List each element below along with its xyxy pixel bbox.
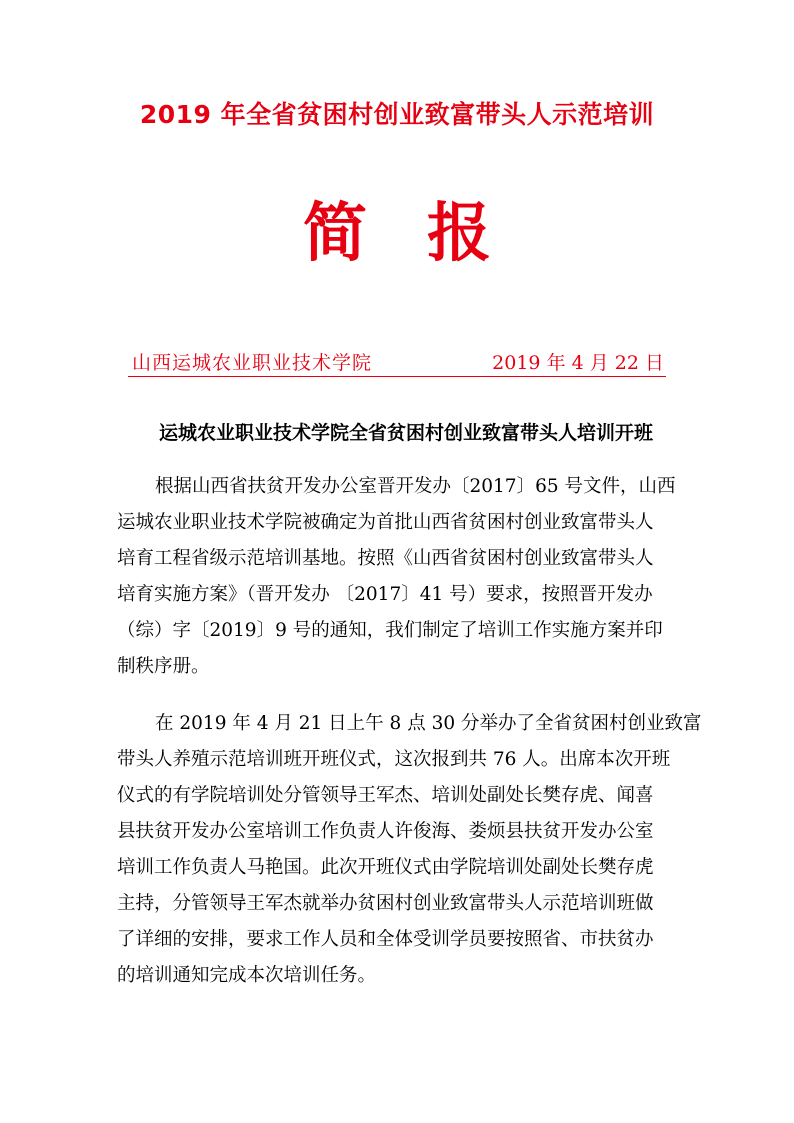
paragraph-line: 在 2019 年 4 月 21 日上午 8 点 30 分举办了全省贫困村创业致富: [155, 713, 702, 734]
paragraph-line: 了详细的安排，要求工作人员和全体受训学员要按照省、市扶贫办: [117, 929, 654, 950]
paragraph-1: [117, 469, 676, 685]
header-line: 2019 年全省贫困村创业致富带头人示范培训: [139, 100, 655, 129]
paragraph-line: 培育实施方案》（晋开发办 〔2017〕41 号）要求，按照晋开发办: [117, 584, 653, 605]
paragraph-line: 带头人养殖示范培训班开班仪式，这次报到共 76 人。出席本次开班: [117, 749, 671, 770]
paragraph-line: 根据山西省扶贫开发办公室晋开发办〔2017〕65 号文件，山西: [155, 476, 676, 497]
paragraph-line: 培训工作负责人马艳国。此次开班仪式由学院培训处副处长樊存虎: [117, 857, 654, 878]
issue-date: 2019 年 4 月 22 日: [492, 352, 664, 374]
paragraph-line: 培育工程省级示范培训基地。按照《山西省贫困村创业致富带头人: [117, 548, 654, 569]
paragraph-2: [117, 706, 702, 994]
organization-name: 山西运城农业职业技术学院: [132, 352, 373, 374]
paragraph-line: 运城农业职业技术学院被确定为首批山西省贫困村创业致富带头人: [117, 512, 654, 533]
paragraph-line: 制秩序册。: [117, 656, 210, 677]
meta-row: [128, 350, 666, 377]
big-title: 简报: [303, 197, 551, 271]
paragraph-line: 县扶贫开发办公室培训工作负责人许俊海、娄烦县扶贫开发办公室: [117, 821, 654, 842]
paragraph-line: 主持，分管领导王军杰就举办贫困村创业致富带头人示范培训班做: [117, 893, 654, 914]
article-title: 运城农业职业技术学院全省贫困村创业致富带头人培训开班: [158, 422, 653, 444]
paragraph-line: 仪式的有学院培训处分管领导王军杰、培训处副处长樊存虎、闻喜: [117, 785, 654, 806]
paragraph-line: （综）字〔2019〕9 号的通知，我们制定了培训工作实施方案并印: [117, 620, 663, 641]
paragraph-line: 的培训通知完成本次培训任务。: [117, 965, 377, 986]
